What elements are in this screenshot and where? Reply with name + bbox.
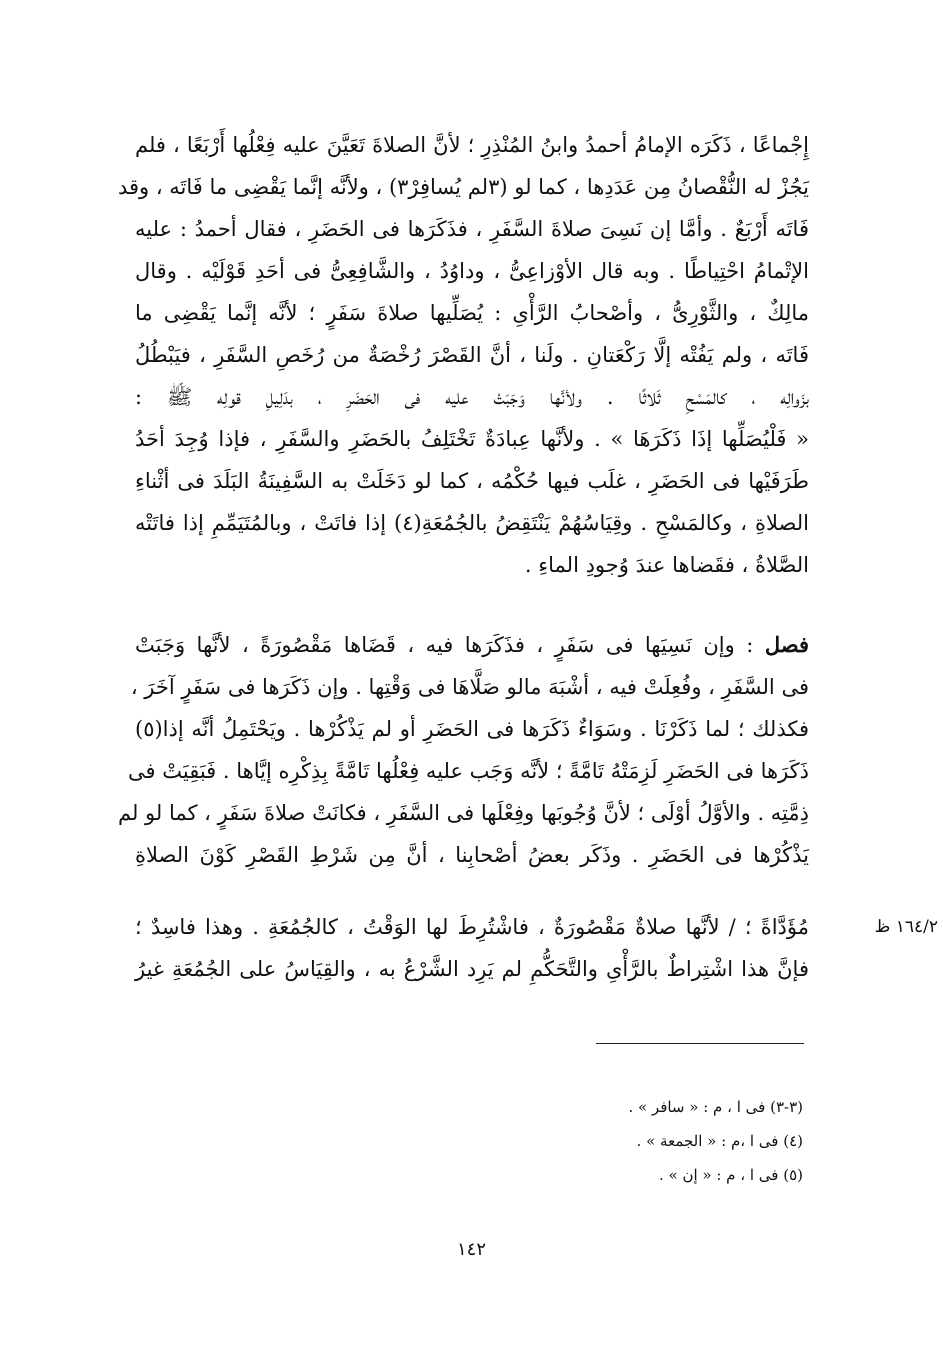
text-line: فكذلك ؛ لما ذَكَرْنَا . وسَوَاءٌ ذَكَرَها فى الحَضَرِ أو لم يَذْكُرْها . ويَحْتَمِلُ أنَّه إذا(٥)	[135, 717, 809, 741]
text-line: مُؤَدَّاةً ؛ / لأنَّها صلاةٌ مَقْصُورَةٌ ، فاشْتُرِطَ لها الوَقْتُ ، كالجُمُعَةِ . وهذا فاسِدٌ ؛	[135, 915, 809, 939]
text-line: إِجْماعًا ، ذَكَرَه الإمامُ أحمدُ وابنُ المُنْذِرِ ؛ لأنَّ الصلاةَ تَعَيَّنَ عليه فِعْلُها أَرْبَعًا ، فلم	[135, 133, 809, 157]
footnote-divider	[596, 1043, 804, 1044]
text-line: يَجُزْ له النُّقْصانُ مِن عَدَدِها ، كما لو (٣لم يُسافِرْ٣) ، ولأنَّه إنَّما يَقْضِى ما فَاتَه ، وقد	[117, 175, 809, 199]
text-line: الإتْمامُ احْتِياطًا . وبه قال الأوْزاعِىُّ ، وداوُدُ ، والشَّافِعِىُّ فى أحَدِ قَوْلَيْه . وقال	[135, 259, 809, 283]
text-line: الصَّلاةُ ، فقَضاها عندَ وُجودِ الماءِ .	[524, 553, 809, 577]
text-line: فى السَّفَرِ ، وفُعِلَتْ فيه ، أشْبَهَ مالو صَلَّاهَا فى وَقْتِها . وإن ذَكَرَها فى سَفَرٍ آخَرَ ،	[130, 675, 809, 699]
text-line: « فَلْيُصَلِّها إذَا ذَكَرَهَا » . ولأنَّها عِبادَةٌ تَخْتَلِفُ بالحَضَرِ والسَّفَرِ ، فإذا وُجِدَ أحَدُ	[135, 427, 809, 451]
margin-reference: ١٦٤/٢ ظ	[874, 917, 938, 937]
text-line: فَاتَه ، ولم يَفُتْه إلَّا رَكْعَتانِ . ولَنا ، أنَّ القَصْرَ رُخْصَةٌ من رُخَصِ السَّفَرِ ، فيَبْطُلُ	[135, 343, 809, 367]
footnote: (٥) فى ا ، م : « إن » .	[658, 1166, 803, 1184]
text-line: بزَوالِه ، كالمَسْحِ ثَلاثًا . ولأنَّها وَجَبَتْ عليه فى الحَضَرِ ، بدَلِيلِ قولِه ﷺ :	[135, 385, 809, 409]
text-line: مالِكٌ ، والثَّوْرِىُّ ، وأصْحابُ الرَّأْىِ : يُصَلِّيها صلاةَ سَفَرٍ ؛ لأنَّه إنَّما يَقْضِى ما	[135, 301, 809, 325]
text-line: طَرَفَيْها فى الحَضَرِ ، غلَب فيها حُكْمُه ، كما لو دَخَلَتْ به السَّفِينَةُ البَلَدَ فى أثْناءِ	[135, 469, 809, 493]
text-line: فإنَّ هذا اشْتِراطٌ بالرَّأْىِ والتَّحَكُّمِ لم يَرِد الشَّرْعُ به ، والقِيَاسُ على الجُمُعَةِ غيرُ	[135, 957, 809, 981]
text-line: ذِمَّتِه . والأوَّلُ أوْلَى ؛ لأنَّ وُجُوبَها وفِعْلَها فى السَّفَرِ ، فكانَتْ صلاةَ سَفَرٍ ، كما لو لم	[118, 801, 809, 825]
text-line: الصلاةِ ، وكالمَسْحِ . وقِيَاسُهُمْ يَنْتَقِضُ بالجُمُعَةِ(٤) إذا فاتَتْ ، وبالمُتَيَمِّمِ إذا فاتَتْه	[135, 511, 809, 535]
page-number: ١٤٢	[456, 1239, 486, 1260]
footnote: (٣-٣) فى ا ، م : « سافر » .	[628, 1098, 803, 1116]
text-line: يَذْكُرْها فى الحَضَرِ . وذَكَر بعضُ أصْحابِنا ، أنَّ مِن شَرْطِ القَصْرِ كَوْنَ الصلاةِ	[135, 843, 809, 867]
text-line: ذَكَرَها فى الحَضَرِ لَزِمَتْهُ تَامَّةً ؛ لأنَّه وَجَب عليه فِعْلُها تَامَّةً بِذِكْرِه إيَّاها . فَبَقِيَتْ فى	[128, 759, 809, 783]
text-line: فَاتَه أَرْبَعٌ . وأمَّا إن نَسِىَ صلاةَ السَّفَرِ ، فذَكَرَها فى الحَضَرِ ، فقال أحمدُ : عليه	[135, 217, 809, 241]
text-span: : وإن نَسِيَها فى سَفَرٍ ، فذَكَرَها فيه ، قَضَاها مَقْصُورَةً ، لأنَّها وَجَبَتْ	[135, 633, 754, 657]
section-heading: فصل	[764, 632, 809, 657]
footnote: (٤) فى ا ،م : « الجمعة » .	[636, 1132, 803, 1150]
text-line	[135, 630, 809, 660]
